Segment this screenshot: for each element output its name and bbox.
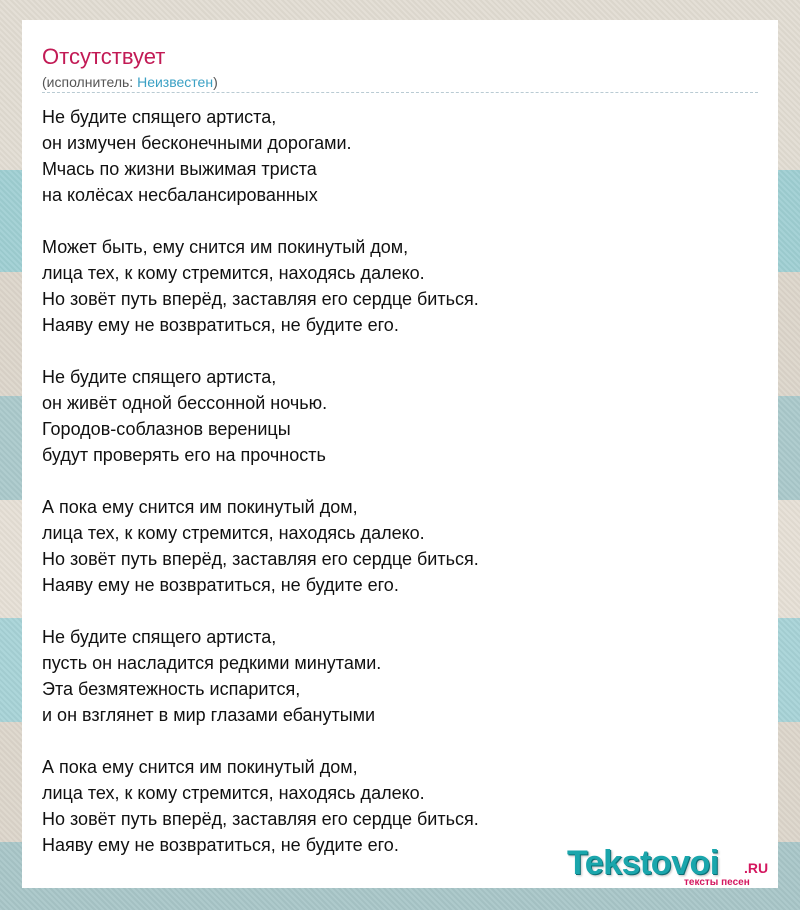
- title-divider: [42, 92, 758, 93]
- logo-tld: .RU: [744, 860, 769, 876]
- artist-suffix: ): [213, 74, 218, 90]
- artist-link[interactable]: Неизвестен: [137, 74, 214, 90]
- site-logo[interactable]: [567, 844, 777, 890]
- song-lyrics: Не будите спящего артиста, он измучен бесконечными дорогами. Мчась по жизни выжимая триста на колёсах несбалансированных Может быть, ему снится им покинутый дом, лица тех, к кому стремится, находясь далеко. Но зовёт путь вперёд, заставляя его сердце биться. Наяву ему не возвратиться, не будите его. Не будите спящего артиста, он живёт одной бессонной ночью. Городов-соблазнов вереницы будут проверять его на прочность А пока ему снится им покинутый дом, лица тех, к кому стремится, находясь далеко. Но зовёт путь вперёд, заставляя его сердце биться. Наяву ему не возвратиться, не будите его. Не будите спящего артиста, пусть он насладится редкими минутами. Эта безмятежность испарится, и он взглянет в мир глазами ебанутыми А пока ему снится им покинутый дом, лица тех, к кому стремится, находясь далеко. Но зовёт путь вперёд, заставляя его сердце биться. Наяву ему не возвратиться, не будите его.: [42, 107, 479, 855]
- logo-name: Tekstovoi: [567, 844, 719, 882]
- logo-tagline: тексты песен: [684, 877, 750, 888]
- artist-prefix: (исполнитель:: [42, 74, 138, 90]
- song-title: Отсутствует: [42, 44, 166, 69]
- artist-line: [42, 73, 218, 91]
- lyrics-card: [22, 20, 778, 888]
